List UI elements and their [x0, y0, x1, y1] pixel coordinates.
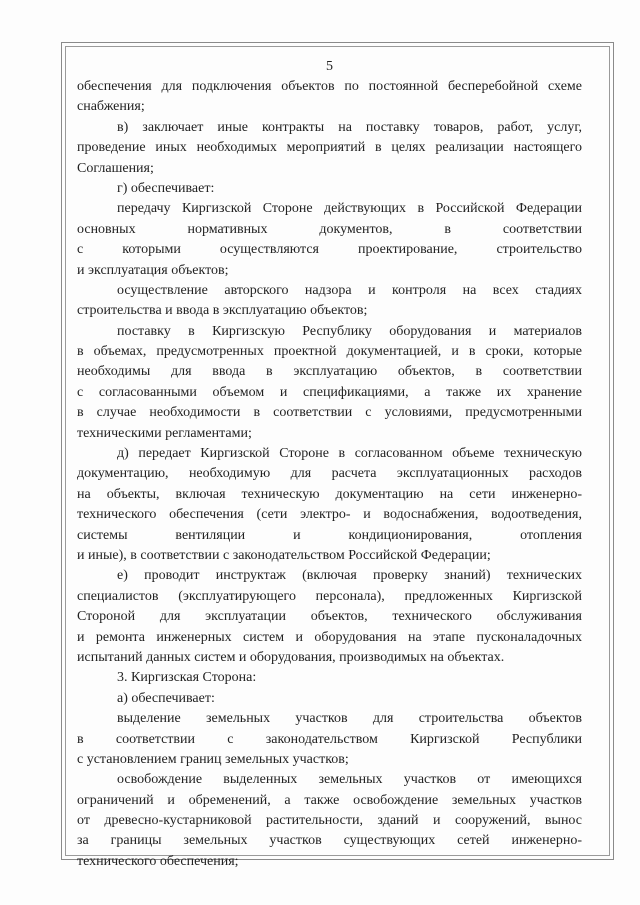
text-line: в соответствии с законодательством Киргизской Республики: [77, 731, 582, 747]
text-line: с установлением границ земельных участков;: [77, 751, 349, 767]
text-line: Соглашения;: [77, 160, 154, 176]
text-line: техническими регламентами;: [77, 425, 252, 441]
text-line: а) обеспечивает:: [117, 690, 215, 706]
text-line: 3. Киргизская Сторона:: [117, 670, 257, 686]
text-lines: [77, 77, 582, 872]
document-body: [77, 58, 582, 872]
text-line: технического обеспечения;: [77, 853, 239, 869]
text-line: испытаний данных систем и оборудования, производимых на объектах.: [77, 649, 505, 665]
text-line: выделение земельных участков для строительства объектов: [117, 711, 582, 727]
text-line: специалистов (эксплуатирующего персонала), предложенных Киргизской: [77, 588, 582, 604]
text-line: г) обеспечивает:: [117, 180, 215, 196]
text-line: системы вентиляции и кондиционирования, отопления: [77, 527, 582, 543]
text-line: обеспечения для подключения объектов по постоянной бесперебойной схеме: [77, 79, 582, 94]
text-line: проведение иных необходимых мероприятий в целях реализации настоящего: [77, 140, 582, 156]
text-line: с которыми осуществляются проектирование, строительство: [77, 242, 582, 258]
text-line: осуществление авторского надзора и контроля на всех стадиях: [117, 282, 582, 298]
text-line: технического обеспечения (сети электро- и водоснабжения, водоотведения,: [77, 507, 582, 523]
text-line: в случае необходимости в соответствии с условиями, предусмотренными: [77, 405, 582, 421]
text-line: основных нормативных документов, в соответствии: [77, 221, 582, 237]
text-line: Стороной для эксплуатации объектов, технического обслуживания: [77, 609, 582, 625]
text-line: ограничений и обременений, а также освобождение земельных участков: [77, 792, 582, 808]
page-number: 5: [326, 59, 333, 74]
text-line: с согласованными объемом и спецификациями, а также их хранение: [77, 384, 582, 400]
text-line: строительства и ввода в эксплуатацию объектов;: [77, 303, 368, 319]
text-line: от древесно-кустарниковой растительности, зданий и сооружений, вынос: [77, 813, 582, 829]
text-line: передачу Киргизской Стороне действующих в Российской Федерации: [117, 201, 582, 217]
text-line: и ремонта инженерных систем и оборудования на этапе пусконаладочных: [77, 629, 582, 645]
text-line: поставку в Киргизскую Республику оборудования и материалов: [117, 323, 582, 339]
text-line: в) заключает иные контракты на поставку товаров, работ, услуг,: [117, 119, 582, 135]
text-line: и эксплуатация объектов;: [77, 262, 229, 278]
text-line: освобождение выделенных земельных участков от имеющихся: [117, 772, 582, 788]
text-line: д) передает Киргизской Стороне в согласованном объеме техническую: [117, 446, 582, 462]
text-line: необходимы для ввода в эксплуатацию объектов, в соответствии: [77, 364, 582, 380]
text-line: на объекты, включая техническую документацию на сети инженерно-: [77, 486, 582, 502]
text-line: документацию, необходимую для расчета эксплуатационных расходов: [77, 466, 582, 482]
text-line: в объемах, предусмотренных проектной документацией, и в сроки, которые: [77, 344, 582, 360]
text-line: за границы земельных участков существующих сетей инженерно-: [77, 833, 582, 849]
text-line: е) проводит инструктаж (включая проверку знаний) технических: [117, 568, 582, 584]
text-line: и иные), в соответствии с законодательством Российской Федерации;: [77, 547, 491, 563]
text-line: снабжения;: [77, 99, 145, 115]
